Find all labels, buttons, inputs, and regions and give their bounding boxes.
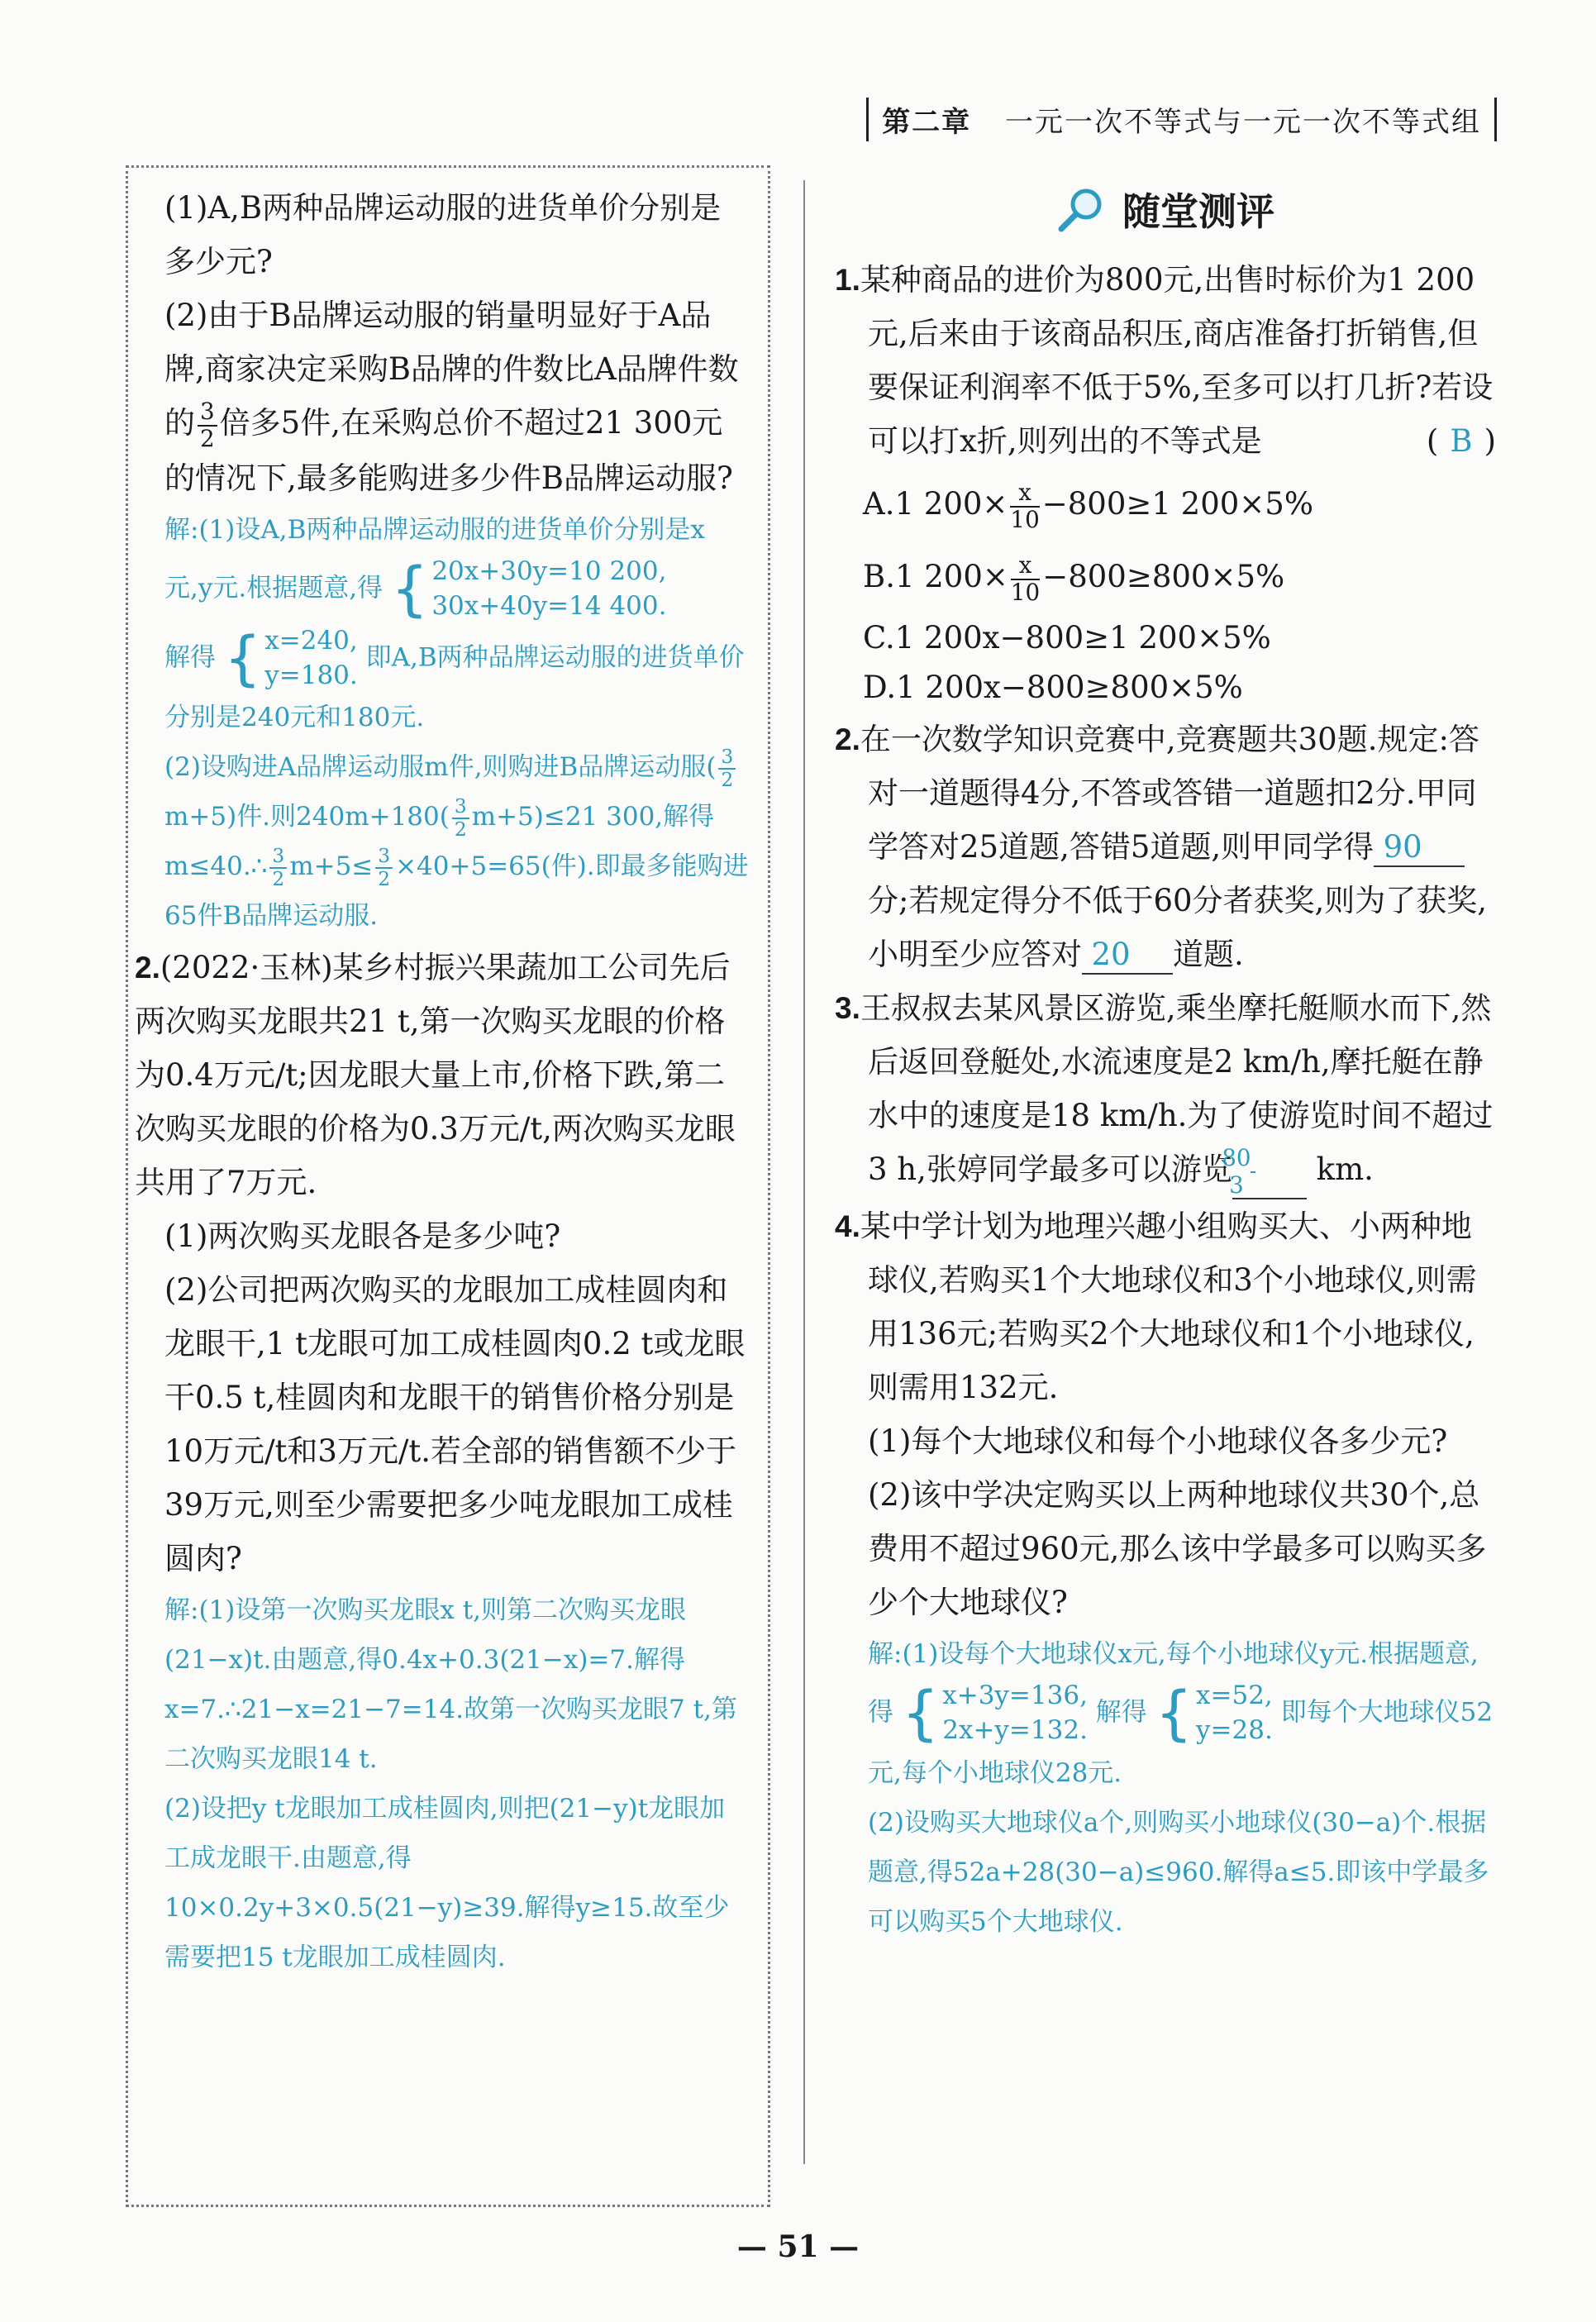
magnifier-icon (1056, 186, 1104, 243)
chapter-title: 一元一次不等式与一元一次不等式组 (1005, 106, 1481, 139)
answer-4: 解:(1)设每个大地球仪x元,每个小地球仪y元.根据题意,得 { x+3y=136, 2x+y=132. 解得 { x=52, y=28. 即每个大地球仪52元,每个小地球仪28元. (868, 1639, 1494, 1788)
option-b: B.1 200× $\frac{x}{10}$ −800≥800×5% (863, 551, 1285, 606)
answer-4-part2: (2)设购买大地球仪a个,则购买小地球仪(30−a)个.根据题意,得52a+28(30−a)≤960.解得a≤5.即该中学最多可以购买5个大地球仪. (868, 1807, 1489, 1937)
q1-part2-b: 倍多5件,在采购总价不超过21 300元的情况下,最多能购进多少件B品牌运动服? (164, 405, 733, 497)
right-question-1: 1.某种商品的进价为800元,出售时标价为1 200元,后来由于该商品积压,商店准备打折销售,但要保证利润率不低于5%,至多可以打几折?若设可以打x折,则列出的不等式是 ( B ) (835, 253, 1496, 468)
right-question-3: 3.王叔叔去某风景区游览,乘坐摩托艇顺水而下,然后返回登艇处,水流速度是2 km/h,摩托艇在静水中的速度是18 km/h.为了使游览时间不超过3 h,张婷同学最多可以游览 $\frac{80}{3}$ km. (835, 990, 1494, 1199)
chapter-label: 第二章 (882, 106, 972, 139)
chapter-header (866, 98, 1497, 141)
q2-part2: (2)公司把两次购买的龙眼加工成桂圆肉和龙眼干,1 t龙眼可加工成桂圆肉0.2 t或龙眼干0.5 t,桂圆肉和龙眼干的销售价格分别是10万元/t和3万元/t.若全部的销售额不少于39万元,则至少需要把多少吨龙眼加工成桂圆肉? (164, 1272, 746, 1577)
section-title: 随堂测评 (835, 182, 1496, 243)
q4-part2: (2)该中学决定购买以上两种地球仪共30个,总费用不超过960元,那么该中学最多可以购买多少个大地球仪? (868, 1477, 1487, 1621)
left-column (126, 165, 770, 2207)
answer-choice: ( B ) (1426, 423, 1496, 459)
option-c: C.1 200x−800≥1 200×5% (863, 620, 1271, 656)
q1-part2 (164, 288, 750, 505)
q2-part1: (1)两次购买龙眼各是多少吨? (164, 1218, 561, 1255)
option-a: A.1 200× $\frac{x}{10}$ −800≥1 200×5% (863, 478, 1313, 533)
equation-system-4: { x+3y=136, 2x+y=132. (901, 1679, 1088, 1748)
blank-distance: $\frac{80}{3}$ (1232, 1146, 1307, 1199)
answer-1: 解:(1)设A,B两种品牌运动服的进货单价分别是x元,y元.根据题意,得 { 20x+30y=10 200, 30x+40y=14 400. (164, 515, 705, 624)
q1-part1: (1)A,B两种品牌运动服的进货单价分别是多少元? (164, 190, 722, 279)
answer-1-solution: 解得 { x=240, y=180. 即A,B两种品牌运动服的进货单价分别是240元和180元. (164, 623, 745, 733)
answer-2-part2: (2)设把y t龙眼加工成桂圆肉,则把(21−y)t龙眼加工成龙眼干.由题意,得10×0.2y+3×0.5(21−y)≥39.解得y≥15.故至少需要把15 t龙眼加工成桂圆肉. (164, 1794, 730, 1973)
question-2: 2.(2022·玉林)某乡村振兴果蔬加工公司先后两次购买龙眼共21 t,第一次购买龙眼的价格为0.4万元/t;因龙眼大量上市,价格下跌,第二次购买龙眼的价格为0.3万元/t,两次购买龙眼共用了7万元. (135, 950, 736, 1201)
q1-part2-a: (2)由于B品牌运动服的销量明显好于A品牌,商家决定采购B品牌的件数比A品牌件数的 (164, 298, 739, 441)
fraction-3-2: $\frac{3}{2}$ (198, 399, 217, 451)
right-question-2: 2.在一次数学知识竞赛中,竞赛题共30题.规定:答对一道题得4分,不答或答错一道题扣2分.甲同学答对25道题,答错5道题,则甲同学得 90分;若规定得分不低于60分者获奖,则为了获奖,小明至少应答对 20 道题. (835, 713, 1496, 981)
solution-system: { x=240, y=180. (223, 623, 358, 693)
blank-score: 90 (1374, 829, 1465, 867)
option-d: D.1 200x−800≥800×5% (863, 670, 1243, 705)
page-number: — 51 — (736, 2229, 860, 2264)
equation-system: { 20x+30y=10 200, 30x+40y=14 400. (390, 555, 667, 624)
q4-part1: (1)每个大地球仪和每个小地球仪各多少元? (868, 1423, 1448, 1460)
right-column (835, 182, 1496, 1947)
answer-1-part2: (2)设购进A品牌运动服m件,则购进B品牌运动服( $\frac{3}{2}$ m+5)件.则240m+180( $\frac{3}{2}$ m+5)≤21 300,解得m≤40.∴ $\frac{3}{2}$ m+5≤ $\frac{3}{2}$ ×40+5=65(件).即最多能购进65件B品牌运动服. (164, 746, 749, 932)
column-divider (803, 180, 805, 2164)
right-question-4: 4.某中学计划为地理兴趣小组购买大、小两种地球仪,若购买1个大地球仪和3个小地球仪,则需用136元;若购买2个大地球仪和1个小地球仪,则需用132元. (835, 1209, 1477, 1406)
answer-2: 解:(1)设第一次购买龙眼x t,则第二次购买龙眼(21−x)t.由题意,得0.4x+0.3(21−x)=7.解得x=7.∴21−x=21−7=14.故第一次购买龙眼7 t,第二次购买龙眼14 t. (164, 1595, 737, 1775)
solution-system-4: { x=52, y=28. (1155, 1679, 1273, 1748)
blank-min-correct: 20 (1082, 937, 1173, 975)
